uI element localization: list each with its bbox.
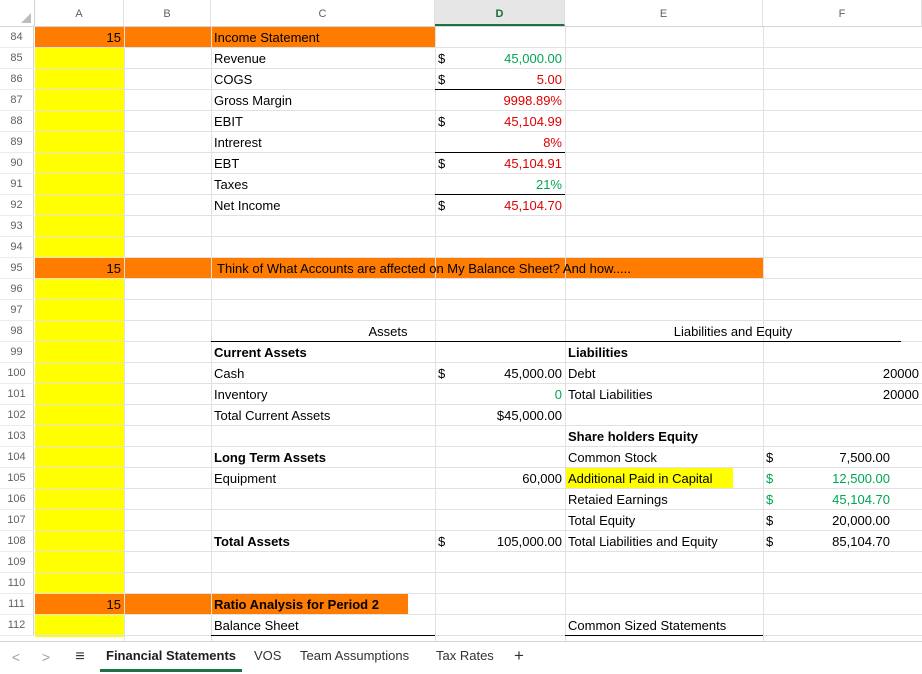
gridline-v [124,27,125,641]
row-header[interactable]: 109 [0,552,34,573]
cell-f100[interactable]: 20000 [882,366,919,381]
cell-f104[interactable]: 7,500.00 [839,450,890,465]
cell-d108-currency[interactable]: $ [438,534,446,549]
cell-c87[interactable]: Gross Margin [214,93,293,108]
cell-f106-currency[interactable]: $ [766,492,774,507]
cell-c84[interactable]: Income Statement [214,30,320,45]
row-header[interactable]: 112 [0,615,34,636]
row-header[interactable]: 104 [0,447,34,468]
yellow-fill-column-a [35,27,124,637]
tab-vos[interactable]: VOS [254,648,282,663]
cell-c89[interactable]: Intrerest [214,135,262,150]
cell-c88[interactable]: EBIT [214,114,243,129]
cell-d87[interactable]: 9998.89% [503,93,562,108]
gridline-h [35,236,922,237]
cell-e101[interactable]: Total Liabilities [568,387,653,402]
cell-d85-currency[interactable]: $ [438,51,446,66]
gridline-h [35,614,922,615]
cell-a84[interactable]: 15 [106,30,121,45]
gridline-h [35,572,922,573]
row-header[interactable]: 84 [0,27,34,48]
sheet-tab-bar [0,641,922,674]
row-header[interactable]: 87 [0,90,34,111]
cell-a111[interactable]: 15 [106,597,121,612]
row-header[interactable]: 90 [0,153,34,174]
cell-d102[interactable]: $45,000.00 [496,408,562,423]
row-header[interactable]: 95 [0,258,34,279]
cell-d90-currency[interactable]: $ [438,156,446,171]
column-header-e[interactable]: E [565,0,763,26]
cell-e107[interactable]: Total Equity [568,513,636,528]
column-header-f[interactable]: F [763,0,922,26]
cell-d105[interactable]: 60,000 [522,471,562,486]
column-header-b[interactable]: B [124,0,211,26]
cell-c95[interactable]: Think of What Accounts are affected on My Balance Sheet? And how..... [217,261,631,276]
cell-f107-currency[interactable]: $ [766,513,774,528]
cell-d88-currency[interactable]: $ [438,114,446,129]
cell-c86[interactable]: COGS [214,72,253,87]
previous-sheet-icon[interactable]: < [11,649,21,665]
cell-c90[interactable]: EBT [214,156,240,171]
cell-c108[interactable]: Total Assets [214,534,290,549]
cell-c100[interactable]: Cash [214,366,245,381]
row-header[interactable]: 89 [0,132,34,153]
cell-d89[interactable]: 8% [435,132,565,153]
row-header[interactable]: 102 [0,405,34,426]
gridline-h [35,635,922,636]
cell-d88[interactable]: 45,104.99 [504,114,562,129]
add-sheet-icon[interactable]: + [514,646,524,665]
row-header[interactable]: 96 [0,279,34,300]
cell-e98-liabilities-equity[interactable]: Liabilities and Equity [565,321,901,342]
tab-team-assumptions[interactable]: Team Assumptions [300,648,410,663]
cell-e104[interactable]: Common Stock [568,450,657,465]
row-header[interactable]: 91 [0,174,34,195]
cell-e106[interactable]: Retaied Earnings [568,492,668,507]
select-all-triangle-icon [21,13,31,23]
row-header[interactable]: 101 [0,384,34,405]
row-header[interactable]: 98 [0,321,34,342]
row-header[interactable]: 85 [0,48,34,69]
cell-f106[interactable]: 45,104.70 [832,492,890,507]
cell-d100[interactable]: 45,000.00 [504,366,562,381]
row-header[interactable]: 86 [0,69,34,90]
row-header[interactable]: 106 [0,489,34,510]
cell-d86-currency[interactable]: $ [435,69,465,90]
cell-d108[interactable]: 105,000.00 [496,534,562,549]
tab-tax-rates[interactable]: Tax Rates [436,648,494,663]
cell-e103[interactable]: Share holders Equity [568,429,699,444]
cell-area[interactable] [35,27,922,641]
row-header[interactable]: 99 [0,342,34,363]
cell-c85[interactable]: Revenue [214,51,267,66]
cell-d92-currency[interactable]: $ [438,198,446,213]
cell-c92[interactable]: Net Income [214,198,281,213]
row-header[interactable]: 110 [0,573,34,594]
cell-c91[interactable]: Taxes [214,177,248,192]
row-header[interactable]: 100 [0,363,34,384]
row-header[interactable]: 97 [0,300,34,321]
cell-e108[interactable]: Total Liabilities and Equity [568,534,718,549]
all-sheets-menu-icon[interactable]: ≡ [75,648,85,665]
cell-f104-currency[interactable]: $ [766,450,774,465]
cell-c104[interactable]: Long Term Assets [214,450,326,465]
cell-e105[interactable]: Additional Paid in Capital [568,471,713,486]
cell-d92[interactable]: 45,104.70 [504,198,562,213]
next-sheet-icon[interactable]: > [41,649,51,665]
cell-c111[interactable]: Ratio Analysis for Period 2 [214,597,379,612]
row-header[interactable]: 93 [0,216,34,237]
cell-f105[interactable]: 12,500.00 [832,471,890,486]
row-header[interactable]: 103 [0,426,34,447]
cell-c98-assets[interactable]: Assets [211,321,565,342]
cell-c102[interactable]: Total Current Assets [214,408,331,423]
cell-e100[interactable]: Debt [568,366,596,381]
cell-f108-currency[interactable]: $ [766,534,774,549]
row-header[interactable]: 105 [0,468,34,489]
cell-d91[interactable]: 21% [435,174,565,195]
cell-d101[interactable]: 0 [554,387,562,402]
select-all-corner[interactable] [0,0,35,26]
column-header-d[interactable]: D [435,0,565,26]
gridline-h [35,299,922,300]
cell-e99[interactable]: Liabilities [568,345,628,360]
row-header[interactable]: 111 [0,594,34,615]
row-header[interactable]: 94 [0,237,34,258]
cell-a95[interactable]: 15 [106,261,121,276]
column-header-c[interactable]: C [211,0,435,26]
column-header-row [0,0,922,27]
cell-e112[interactable]: Common Sized Statements [565,615,763,636]
cell-d86[interactable]: 5.00 [465,69,565,90]
cell-f105-currency[interactable]: $ [766,471,774,486]
cell-f101[interactable]: 20000 [882,387,919,402]
row-header[interactable]: 92 [0,195,34,216]
row-header[interactable]: 107 [0,510,34,531]
cell-c112[interactable]: Balance Sheet [211,615,435,636]
cell-d100-currency[interactable]: $ [438,366,446,381]
gridline-h [35,593,922,594]
cell-c99[interactable]: Current Assets [214,345,307,360]
row-header[interactable]: 108 [0,531,34,552]
cell-f108[interactable]: 85,104.70 [832,534,890,549]
column-header-a[interactable]: A [35,0,124,26]
cell-f107[interactable]: 20,000.00 [832,513,890,528]
row-header[interactable]: 88 [0,111,34,132]
tab-financial-statements[interactable]: Financial Statements [100,642,242,672]
cell-c105[interactable]: Equipment [214,471,277,486]
cell-d85[interactable]: 45,000.00 [504,51,562,66]
cell-c101[interactable]: Inventory [214,387,268,402]
cell-d90[interactable]: 45,104.91 [504,156,562,171]
